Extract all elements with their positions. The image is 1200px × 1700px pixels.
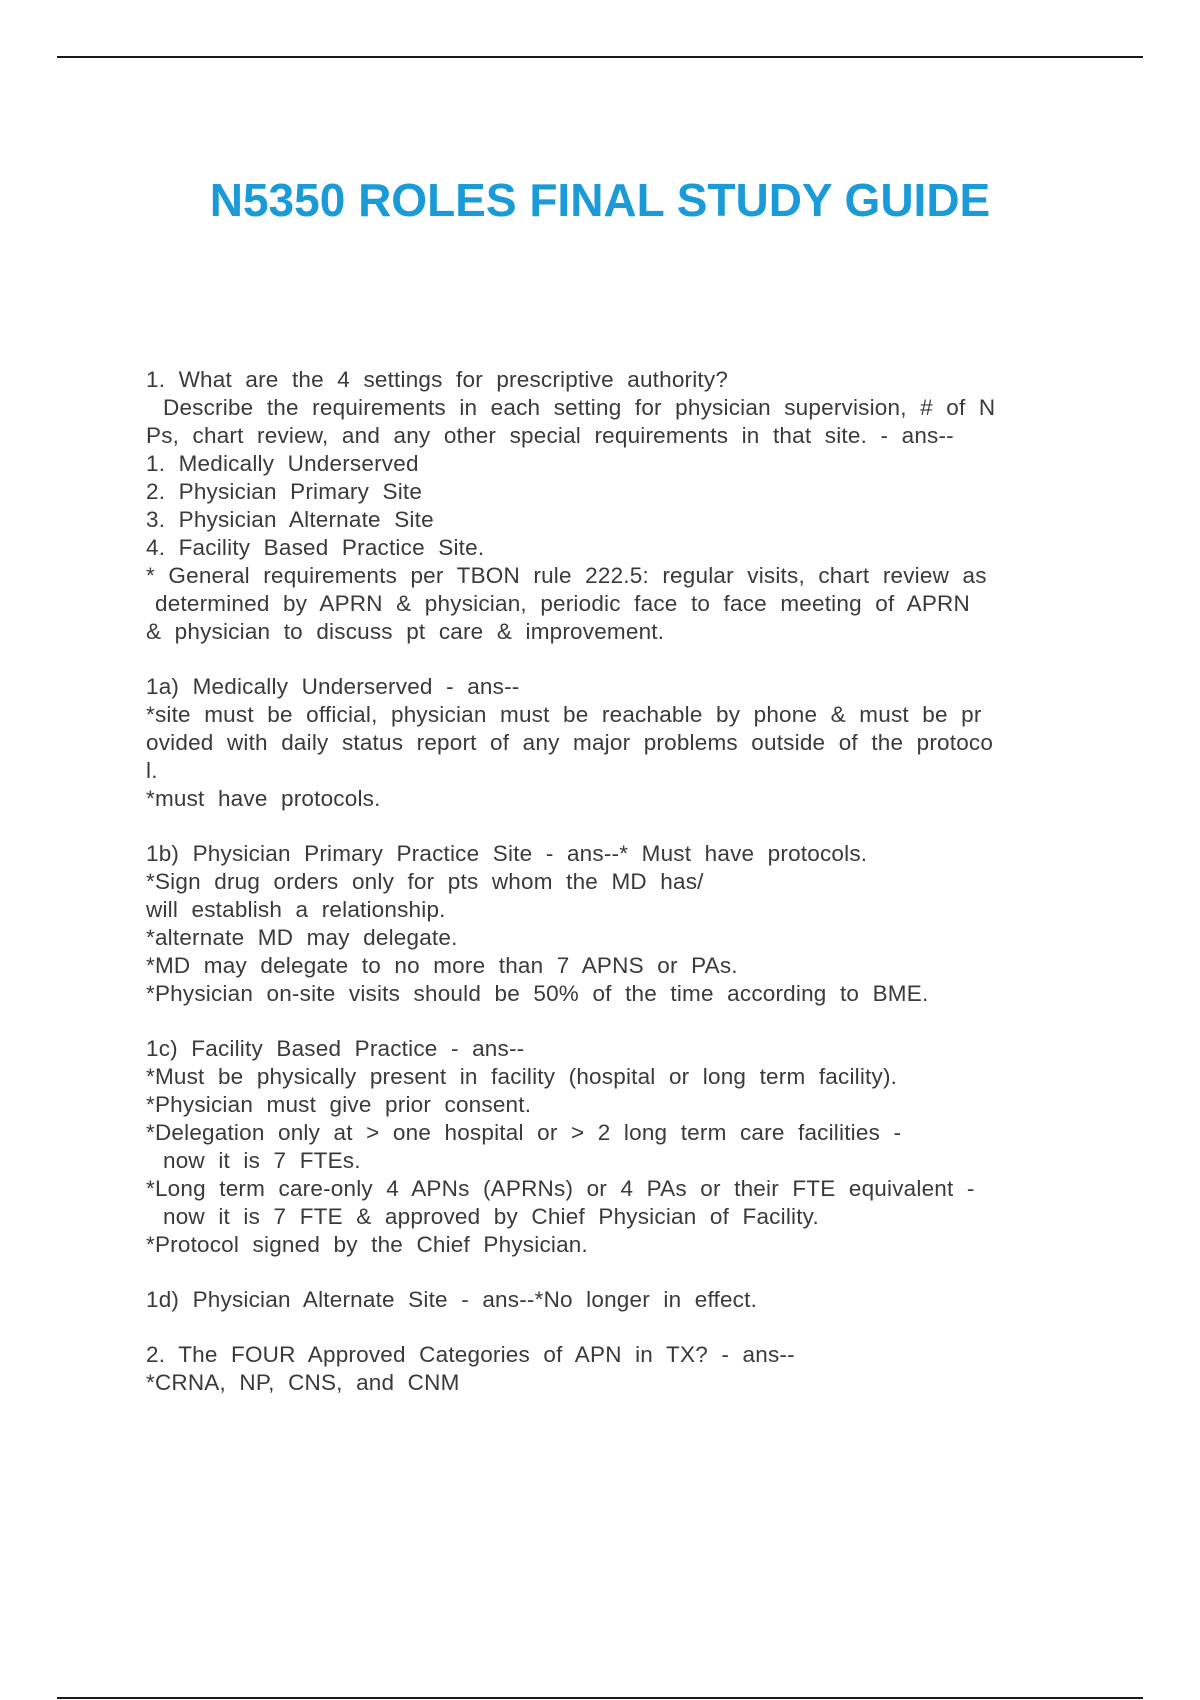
text-line: & physician to discuss pt care & improvement. [146,619,665,644]
text-line: *Must be physically present in facility (hospital or long term facility). [146,1064,898,1089]
text-line: determined by APRN & physician, periodic face to face meeting of APRN [155,591,970,616]
bottom-rule [57,1697,1143,1699]
text-line: *must have protocols. [146,786,381,811]
question-1c-block [146,1035,1086,1259]
text-line: 3. Physician Alternate Site [146,507,434,532]
text-line: 1. What are the 4 settings for prescriptive authority? [146,367,729,392]
text-line: now it is 7 FTEs. [163,1148,361,1173]
text-line: 4. Facility Based Practice Site. [146,535,485,560]
text-line: *alternate MD may delegate. [146,925,458,950]
text-line: *Protocol signed by the Chief Physician. [146,1232,588,1257]
text-line: 1c) Facility Based Practice - ans-- [146,1036,525,1061]
document-title: N5350 ROLES FINAL STUDY GUIDE [209,174,991,226]
text-line: *site must be official, physician must be reachable by phone & must be pr [146,702,982,727]
text-line: *Long term care-only 4 APNs (APRNs) or 4 PAs or their FTE equivalent - [146,1176,975,1201]
text-line: 2. Physician Primary Site [146,479,423,504]
text-line: 2. The FOUR Approved Categories of APN in TX? - ans-- [146,1342,795,1367]
text-line: Ps, chart review, and any other special requirements in that site. - ans-- [146,423,954,448]
text-line: ovided with daily status report of any major problems outside of the protoco [146,730,994,755]
text-line: 1. Medically Underserved [146,451,419,476]
text-line: *CRNA, NP, CNS, and CNM [146,1370,460,1395]
text-line: *Physician on-site visits should be 50% of the time according to BME. [146,981,929,1006]
question-1a-block [146,673,1086,813]
text-line: *Sign drug orders only for pts whom the MD has/ [146,869,704,894]
question-2-block [146,1341,1086,1397]
text-line: 1a) Medically Underserved - ans-- [146,674,520,699]
top-rule [57,56,1143,58]
text-line: *Physician must give prior consent. [146,1092,532,1117]
question-1b-block [146,840,1086,1008]
text-line: l. [146,758,158,783]
text-line: *Delegation only at > one hospital or > 2 long term care facilities - [146,1120,902,1145]
document-body [146,366,1086,1397]
text-line: Describe the requirements in each setting for physician supervision, # of N [163,395,996,420]
text-line: *MD may delegate to no more than 7 APNS or PAs. [146,953,738,978]
text-line: * General requirements per TBON rule 222.5: regular visits, chart review as [146,563,987,588]
text-line: will establish a relationship. [146,897,446,922]
question-1d-block [146,1286,1086,1314]
text-line: now it is 7 FTE & approved by Chief Physician of Facility. [163,1204,819,1229]
text-line: 1b) Physician Primary Practice Site - ans--* Must have protocols. [146,841,868,866]
question-1-block [146,366,1086,646]
text-line: 1d) Physician Alternate Site - ans--*No longer in effect. [146,1287,758,1312]
